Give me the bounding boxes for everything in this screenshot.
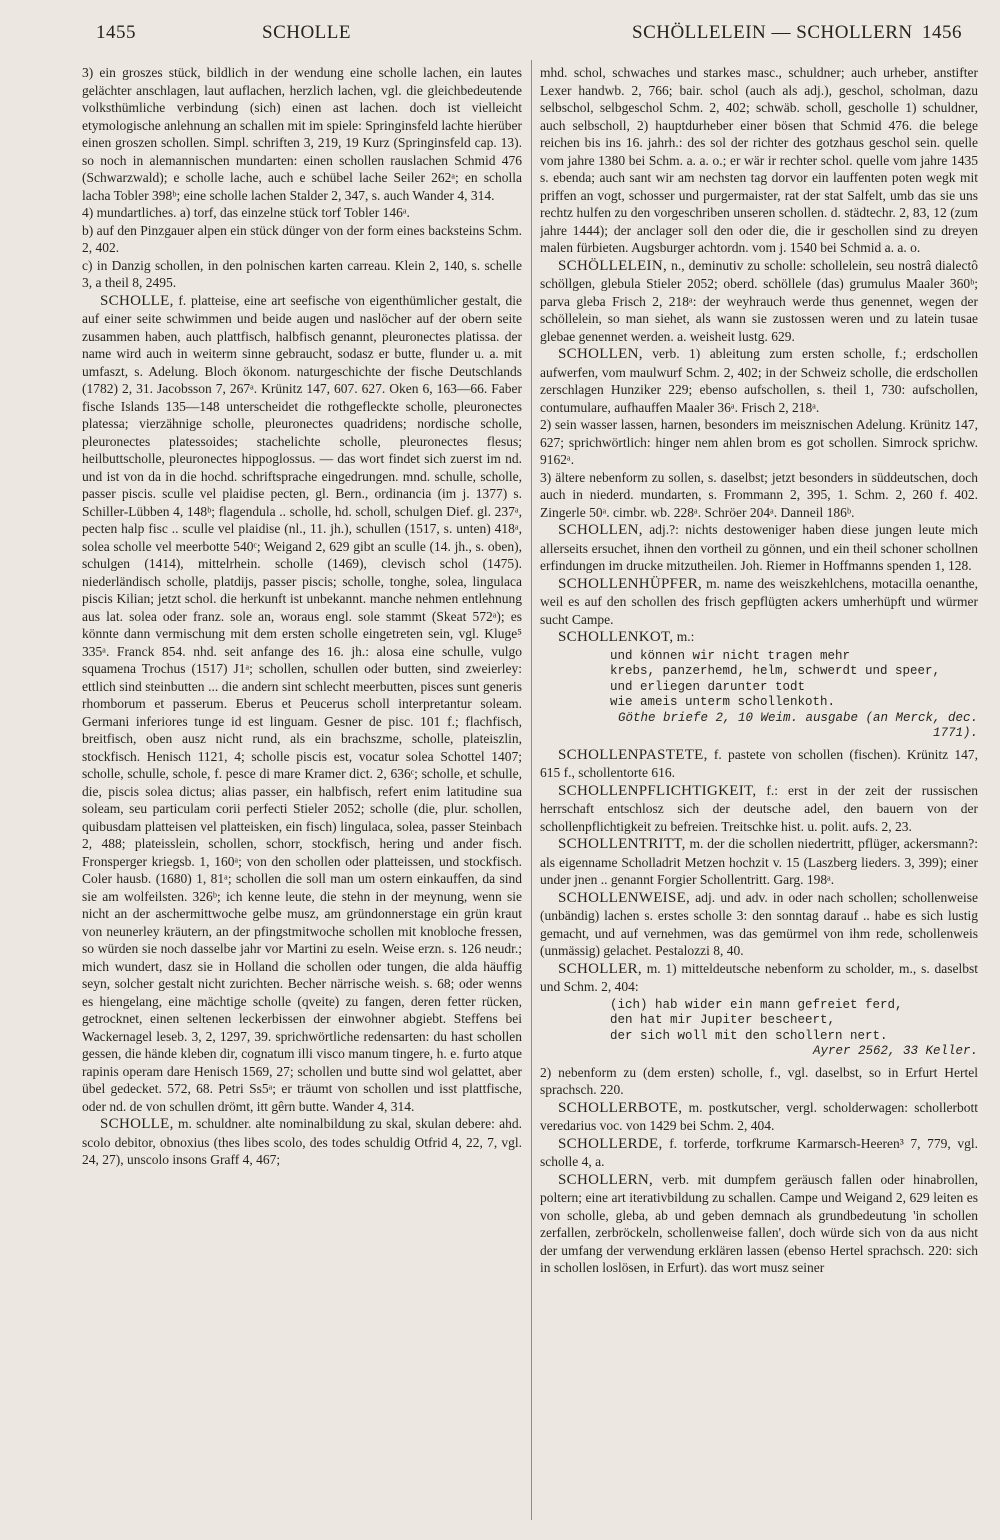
- entry-continuation: [82, 64, 522, 204]
- dictionary-entry: [540, 628, 978, 647]
- page-number-right: 1456: [922, 22, 962, 43]
- entry-headword: SCHOLLENWEISE,: [558, 889, 691, 906]
- dictionary-entry: [540, 575, 978, 629]
- entry-headword: SCHOLLENPFLICHTIGKEIT,: [558, 782, 757, 799]
- entry-text: n., deminutiv zu scholle: schollelein, seu nostrâ dialectô schöllgen, glebula Stieler 2052; oberd. schöllele (das) grumulus Maaler 360ᵇ; parva gleba Frisch 2, 218ᵃ: der weyhrauch werde thus genennet, wegen der schöllelein, so man siehet, als wann sie zustossen weren und zu latein tusae glebae genennet werden. a. weisheit lustg. 629.: [540, 257, 978, 344]
- dictionary-entry: [540, 960, 978, 996]
- running-head-left: SCHOLLE: [262, 22, 351, 43]
- entry-text: m. postkutscher, vergl. scholderwagen: schollerbott veredarius voc. von 1429 bei Schm. 2, 404.: [540, 1099, 978, 1133]
- quote-line: und können wir nicht tragen mehr: [610, 648, 851, 663]
- entry-text: f. platteise, eine art seefische von eigenthümlicher gestalt, die auf einer seite schwimmen und beide augen und naslöcher auf der obern seite zusammen haben, auch plattfisch, halbfisch genannt, pleuronectes platissa. der name wird auch in weiterm sinne gebraucht, sodasz er butte, flunder u. a. mit umfaszt, s. Adelung. Bloch ökonom. naturgeschichte der fische Deutschlands (1782) 2, 31. Jacobsson 7, 267ᵃ. Krünitz 147, 607. 627. Oken 6, 163—66. Faber fische Islands 135—148 unterscheidet die rothgefleckte scholle, pleuronectes platessa; vierzähnige scholle, pleuronectes quadridens; nordische scholle, pleuronectes platessoides; stachelichte scholle, pleuronectes flesus; heilbuttscholle, pleuronectes hippoglossus. — das wort findet sich zuerst im nd. und ist von da in die hochd. schriftsprache eingedrungen. mnd. schulle, scholle, passer piscis. sculle vel plaidise pecten, gl. Bern., ordinancia (im j. 1377) s. Schiller-Lübben 4, 148ᵇ; flagendula .. scholle, hd. scholl, schulgen Dief. gl. 237ᵃ, pecten halp fisc .. sculle vel plaidise (nl., 11. jh.), schullen (1517, s. unten) 418ᵃ, solea scholle vel meerbotte 540ᶜ; Weigand 2, 629 gibt an sculle (14. jh., s. oben), schulgen (1414), mittelrhein. scholle (1469), clevisch schol (1475). niederländisch scholle, platdijs, passer piscis; scholle, tonghe, solea, lingulaca piscis Kilian; jetzt schol. die herkunft ist unbekannt. manche nehmen entlehnung aus lat. solea oder franz. sole an, woraus engl. sole stammt (Skeat 572ᵃ); es könnte dann vermischung mit dem ersten scholle eingetreten sein, vgl. Kluge⁵ 335ᵃ. Franck 854. nhd. seit anfange des 16. jh.: alosa eine schulle, vulgo squamena Trochus (1517) J1ᵃ; schollen, schullen oder butten, sind zweierley: ettlich sind steinbutten ... die andern sint schlecht meerbutten, pisces sunt generis rhomborum et passerum. Eberus et Peucerus scholl interpretantur soleam. Germani inferiores tunge id est linguam. Gesner de pisc. 101 f.; flachfisch, breitfisch, oben ausz nicht rund, als ein brachszme, scholle, plateiszlin, stockfisch. Henisch 1121, 4; scholle piscis est, vocatur solea Schottel 1407; scholle, schulle, schole, f. pesce di mare Kramer dict. 2, 636ᶜ; scholle, et schulle, die, piscis solea dictus; alias passer, ein halbfisch, refert enim latitudine sua soleam, seu particulam corii perfecti Stieler 2052; scholle (die, plur. schollen, quibusdam platteisen vel platteisken, ein fisch) lingulaca, solea, passer Steinbach 2, 488; plateisslein, schollen, schorr, stockfisch, hering und ander fisch. Fronsperger kriegsb. 1, 160ᵃ; von den schollen oder platteissen, und stockfisch. Coler hausb. (1680) 1, 81ᵃ; schollen die soll man um ostern einkauffen, da sind sie am wolfeilsten. 326ᵇ; ich kenne leute, die stehn in der meynung, wenn sie nicht an der aschermittwoche gelbe musz, am gründonnerstage ein grün kraut von neunerley kräutern, an der pfingstmitwoche schollen mit knobloche fressen, so würden sie noch dasselbe jahr vor Martini zu eseln. Weise erzn. s. 126 neudr.; mich wundert, dasz sie in Holland die schollen oder tungen, die alda häuffig seyn, solcher gestalt nicht zurichten. Becher närrische weish. s. 68; oder wenns es hiengelang, eine mächtige scholle (qveite) zu fangen, deren fetter rücken, getrocknet, einen seltenen leckerbissen der einwohner abgiebt. Steffens bei Wackernagel leseb. 3, 2, 1297, 39. sprichwörtliche redensarten: du hast schollen gessen, die hände kleben dir, cognatum illi visco manum tingere, h. e. furto atque rapinis operam dare Henisch 1569, 27; schollen und butte sind wol gelattet, aber übel gedecket. 572, 68. Petri Ss5ᵃ; er träumt von schollen und isst plattfische, oder nd. de von schullen drömt, itt gêrn butte. Wander 4, 314.: [82, 292, 522, 1114]
- entry-headword: SCHOLLE,: [100, 292, 174, 309]
- quotation: [610, 998, 978, 1060]
- dictionary-entry: [82, 1115, 522, 1169]
- dictionary-entry: [540, 889, 978, 960]
- entry-headword: SCHOLLE,: [100, 1116, 174, 1132]
- entry-text: 2) sein wasser lassen, harnen, besonders im meisznischen Adelung. Krünitz 147, 627; sprichwörtlich: hinger nem ahlen brom es got schollen. Simrock sprichw. 9162ᵃ.: [540, 417, 978, 467]
- entry-continuation: [82, 222, 522, 257]
- entry-text: adj. und adv. in oder nach schollen; schollenweise (unbändig) lachen s. erstes scholle 3: den sonntag darauf .. habe es sich lustig gemacht, und auf vernehmen, was das gemürmel von ihm rede, schollenweis (unmässig) gelachet. Pestalozzi 8, 40.: [540, 889, 978, 958]
- entry-headword: SCHÖLLELEIN,: [558, 257, 668, 274]
- entry-text: 3) ein groszes stück, bildlich in der wendung eine scholle lachen, ein lautes gelächter anschlagen, laut auflachen, herzlich lachen, vgl. die gleichbedeutende volksthümliche verbindung (sich) einen ast lachen. doch ist vielleicht etymologische anlehnung an schallen mit im spiele: Springinsfeld lachte hierüber einen groszen schollen. Simpl. schriften 3, 219, 19 Kurz (Springinsfeld cap. 13). so noch in alemannischen mundarten: einen schollen rauslachen Schmid 476 (Schwarzwald); e scholle lache, auch e schübel lache Seiler 262ᵃ; en scholla lacha Tobler 398ᵇ; eine scholle lachen Stalder 2, 347, s. auch Wander 4, 314.: [82, 65, 522, 203]
- entry-text: 4) mundartliches. a) torf, das einzelne stück torf Tobler 146ᵃ.: [82, 205, 410, 220]
- dictionary-entry: [540, 521, 978, 575]
- right-column: [540, 64, 978, 1530]
- entry-continuation: [82, 204, 522, 222]
- entry-headword: SCHOLLERBOTE,: [558, 1099, 683, 1116]
- entry-headword: SCHOLLENTRITT,: [558, 836, 686, 852]
- dictionary-entry: [540, 1171, 978, 1277]
- entry-text: verb. mit dumpfem geräusch fallen oder hinabrollen, poltern; eine art iterativbildung zu schallen. Campe und Weigand 2, 629 leiten es von scholle, gleba, ab und geben demnach als grundbedeutung 'in schollen zerfallen, zerbröckeln, schollenweise fallen', doch würde sich von da aus nicht der umfang der verwendung erklären lassen (ebenso Hertel sprachsch. 220: sich in schollen loslösen, in Erfurt). das wort musz seiner: [540, 1171, 978, 1275]
- entry-continuation: [540, 469, 978, 522]
- quote-line: krebs, panzerhemd, helm, schwerdt und speer,: [610, 664, 941, 678]
- dictionary-entry: [540, 1135, 978, 1171]
- dictionary-entry: [540, 746, 978, 782]
- entry-text: b) auf den Pinzgauer alpen ein stück dünger von der form eines backsteins Schm. 2, 402.: [82, 222, 522, 255]
- entry-headword: SCHOLLEN,: [558, 522, 643, 538]
- entry-text: 2) nebenform zu (dem ersten) scholle, f., vgl. daselbst, so in Erfurt Hertel sprachsch. 220.: [540, 1064, 978, 1097]
- dictionary-entry: [540, 257, 978, 346]
- dictionary-entry: [540, 345, 978, 416]
- quote-line: (ich) hab wider ein mann gefreiet ferd,: [610, 997, 903, 1012]
- dictionary-entry: [82, 292, 522, 1116]
- quote-line: wie ameis unterm schollenkoth.: [610, 695, 836, 709]
- entry-headword: SCHOLLERN,: [558, 1171, 654, 1188]
- quote-line: den hat mir Jupiter bescheert,: [610, 1013, 836, 1027]
- entry-text: mhd. schol, schwaches und starkes masc., schuldner; auch urheber, anstifter Lexer handwb. 2, 766; bair. schol (auch als adj.), geschol, scholman, dazu selbschol, selbgeschol Schm. 2, 402; schwäb. scholl, gescholle 1) schuldner, auch selbscholl, 2) hauptdurheber einer bösen that Schmid 476. die belege reichen bis ins 16. jahrh.: des sol der richter des gotzhaus geschol sein. quelle vom jahre 1380 bei Schm. a. a. o.; er wär ir rechter schol. quelle vom jahre 1435 s. ebenda; auch sant wir am nechsten tag dorvor ein lauffenten poten wegk mit priffen an vogt, schosser und purgermaister, rat der stat Salfelt, umb das sie uns rechtz hulfen zu den vorgeschriben unseren schollen. d. städtechr. 2, 83, 12 (zum jahre 1444); der anclager soll den oder die, die ir geschollen sind zu dreyen malen fürbieten. Augsburger achtordn. vom j. 1540 bei Schmid a. a. o.: [540, 65, 978, 255]
- entry-text: m. der die schollen niedertritt, pflüger, ackersmann?: als eigenname Scholladrit Metzen hochzit v. 15 (Laszberg lieders. 3, 399); einer under jnen .. genannt Forgier Schollentritt. Garg. 198ᵃ.: [540, 836, 978, 887]
- entry-text: m.:: [676, 629, 695, 644]
- left-column: [82, 64, 522, 1530]
- entry-text: verb. 1) ableitung zum ersten scholle, f.; erdschollen aufwerfen, vom maulwurf Schm. 2, 402; in der Schweiz scholle, die erdschollen zerschlagen Hunziker 229; ebenso aufschollen, s. theil 1, 730: aufschollen, contumulare, aufhauffen Maaler 36ᵃ. Frisch 2, 218ᵃ.: [540, 346, 978, 415]
- dictionary-entry: [540, 782, 978, 836]
- entry-headword: SCHOLLERDE,: [558, 1135, 663, 1152]
- running-head-right: SCHÖLLELEIN — SCHOLLERN: [632, 22, 913, 43]
- quotation: [610, 649, 978, 742]
- entry-text: m. schuldner. alte nominalbildung zu skal, skulan debere: ahd. scolo debitor, obnoxius (thes libes scolo, des todes schuldig Otfrid 4, 22, 7, vgl. 24, 27), unscolo insons Graff 4, 467;: [82, 1116, 522, 1167]
- entry-continuation: [82, 257, 522, 292]
- entry-text: f. pastete von schollen (fischen). Krünitz 147, 615 f., schollentorte 616.: [540, 746, 978, 780]
- entry-text: f. torferde, torfkrume Karmarsch-Heeren³ 7, 779, vgl. scholle 4, a.: [540, 1135, 978, 1169]
- quote-line: und erliegen darunter todt: [610, 679, 806, 694]
- dictionary-entry: [540, 1099, 978, 1135]
- entry-headword: SCHOLLENPASTETE,: [558, 746, 708, 763]
- entry-continuation: [540, 1064, 978, 1099]
- entry-headword: SCHOLLEN,: [558, 346, 643, 362]
- entry-text: m. 1) mitteldeutsche nebenform zu scholder, m., s. daselbst und Schm. 2, 404:: [540, 960, 978, 994]
- entry-text: c) in Danzig schollen, in den polnischen karten carreau. Klein 2, 140, s. schelle 3, a theil 8, 2495.: [82, 257, 522, 290]
- quote-source: Ayrer 2562, 33 Keller.: [812, 1044, 978, 1058]
- entry-continuation: [540, 416, 978, 469]
- entry-continuation: [540, 64, 978, 257]
- column-divider: [531, 60, 532, 1520]
- quote-line: der sich woll mit den schollern nert.: [610, 1028, 888, 1043]
- page-number-left: 1455: [96, 22, 136, 43]
- entry-text: adj.?: nichts destoweniger haben diese jungen leute mich allerseits ersuchet, ihnen den vortheil zu gönnen, und ein theil schoner schollnen erfindungen im drucke mitzutheilen. Joh. Riemer in Hoffmanns spenden 1, 128.: [540, 522, 978, 573]
- entry-headword: SCHOLLER,: [558, 960, 642, 977]
- entry-text: 3) ältere nebenform zu sollen, s. daselbst; jetzt besonders in süddeutschen, doch auch in niederd. mundarten, s. Frommann 2, 395, 1. Schm. 2, 260 f. 402. Zingerle 50ᵃ. cimbr. wb. 228ᵃ. Schröer 204ᵃ. Danneil 186ᵇ.: [540, 469, 978, 520]
- entry-headword: SCHOLLENHÜPFER,: [558, 575, 703, 592]
- dictionary-entry: [540, 835, 978, 889]
- entry-text: m. name des weiszkehlchens, motacilla oenanthe, weil es auf den schollen des frisch gepflügten ackers umherhüpft und würmer sucht Campe.: [540, 575, 978, 627]
- entry-headword: SCHOLLENKOT,: [558, 629, 674, 645]
- quote-source: Göthe briefe 2, 10 Weim. ausgabe (an Merck, dec. 1771).: [617, 710, 978, 740]
- entry-text: f.: erst in der zeit der russischen herrschaft entschlosz sich der deutsche adel, den bauern von der schollenpflichtigkeit zu befreien. Treitschke hist. u. polit. aufs. 2, 23.: [540, 782, 978, 834]
